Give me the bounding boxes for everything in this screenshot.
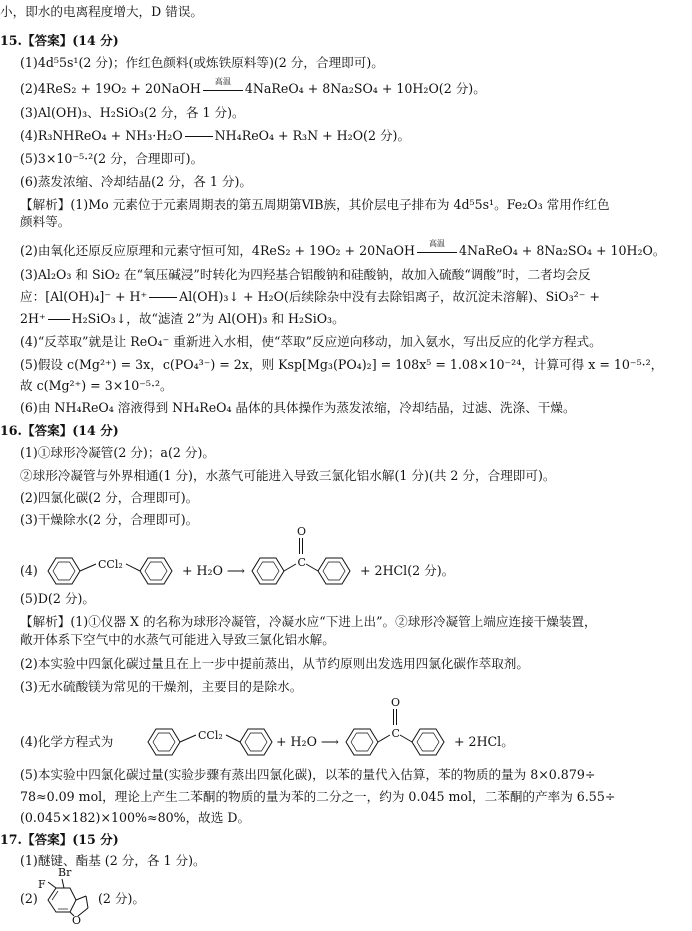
ccl2-label: CCl₂: [98, 558, 123, 571]
benzene-ring-icon: [148, 729, 180, 755]
ccl2-label: CCl₂: [198, 729, 223, 742]
q16-explain-5b: 78≈0.09 mol，理论上产生二苯酮的物质的量为苯的二分之一，约为 0.045 mol，二苯酮的产率为 6.55÷: [20, 789, 616, 804]
q16-explain-1b: 敞开体系下空气中的水蒸气可能进入导致三氯化铝水解。: [20, 632, 335, 647]
equals-line: [48, 319, 70, 320]
benzene-ring-icon: [318, 558, 350, 584]
q17-a2-score: (2 分)。: [98, 891, 146, 906]
q15-heading: 15.【答案】(14 分): [0, 33, 119, 48]
q17-answer-1: (1)醚键、酯基 (2 分，各 1 分)。: [20, 853, 206, 868]
q15-explain-6: (6)由 NH₄ReO₄ 溶液得到 NH₄ReO₄ 晶体的具体操作为蒸发浓缩，冷却结晶，过滤、洗涤、干燥。: [20, 400, 576, 415]
q16-answer-1a: (1)①球形冷凝管(2 分)；a(2 分)。: [20, 445, 215, 460]
q15-answer-3: (3)Al(OH)₃、H₂SiO₃(2 分，各 1 分)。: [20, 105, 245, 120]
q16-a4-label: (4): [20, 563, 38, 578]
q15-e2-reactants: (2)由氧化还原反应原理和元素守恒可知，4ReS₂ + 19O₂ + 20NaOH: [20, 243, 415, 258]
benzofuran-icon: [48, 879, 88, 916]
q16-e4-reactant: [140, 707, 280, 759]
oxygen-label: O: [72, 914, 82, 927]
q16-answer-3: (3)干燥除水(2 分，合理即可)。: [20, 512, 199, 527]
q15-explain-5a: (5)假设 c(Mg²⁺) = 3x，c(PO₄³⁻) = 2x，则 Ksp[Mg₃(PO₄)₂] = 108x⁵ = 1.08×10⁻²⁴，计算可得 x = 10⁻⁵·²，: [20, 357, 664, 372]
q15-a4-products: NH₄ReO₄ + R₃N + H₂O(2 分)。: [214, 128, 411, 143]
q15-answer-1: (1)4d⁵5s¹(2 分)；作红色颜料(或炼铁原料等)(2 分，合理即可)。: [20, 55, 384, 70]
q15-a2-products: 4NaReO₄ + 8Na₂SO₄ + 10H₂O(2 分)。: [244, 81, 486, 96]
q15-a2-reactants: (2)4ReS₂ + 19O₂ + 20NaOH: [20, 81, 201, 96]
benzophenone-structure: [248, 524, 358, 586]
q15-e3b-left: 应：[Al(OH)₄]⁻ + H⁺: [20, 289, 148, 304]
q15-explain-3b: [20, 289, 600, 305]
q16-explain-5c: (0.045×182)×100%≈80%，故选 D。: [20, 810, 251, 825]
q15-a4-reactants: (4)R₃NHReO₄ + NH₃·H₂O: [20, 128, 183, 143]
equals-line: [185, 136, 213, 137]
benzene-ring-icon: [48, 558, 80, 584]
q15-answer-5: (5)3×10⁻⁵·²(2 分，合理即可)。: [20, 151, 204, 166]
benzene-ring-icon: [252, 558, 284, 584]
oxygen-label: O: [297, 525, 307, 538]
reaction-arrow: [201, 76, 245, 97]
q16-e4-products: + 2HCl。: [454, 734, 514, 749]
q15-e3c-right: H₂SiO₃↓，故“滤渣 2”为 Al(OH)₃ 和 H₂SiO₃。: [71, 311, 345, 326]
q15-explain-1b: 颜料等。: [20, 214, 71, 229]
q16-answer-5: (5)D(2 分)。: [20, 591, 95, 606]
condition-label: 高温: [428, 238, 445, 248]
q17-a2-label: (2): [20, 891, 38, 906]
q15-explain-4: (4)“反萃取”就是让 ReO₄⁻ 重新进入水相，使“萃取”反应逆向移动，加入氨水，写出反应的化学方程式。: [20, 334, 602, 349]
q15-explain-3a: (3)Al₂O₃ 和 SiO₂ 在“氧压碱浸”时转化为四羟基合铝酸钠和硅酸钠，故加入硫酸“调酸”时，二者均会反: [20, 267, 591, 282]
q16-answer-2: (2)四氯化碳(2 分，合理即可)。: [20, 490, 199, 505]
q16-a4-water: + H₂O ⟶: [182, 563, 245, 578]
benzene-ring-icon: [412, 729, 444, 755]
carbon-label: C: [391, 727, 400, 740]
bromine-label: Br: [58, 866, 72, 879]
condition-label: 高温: [214, 76, 231, 86]
q15-answer-6: (6)蒸发浓缩、冷却结晶(2 分，各 1 分)。: [20, 174, 253, 189]
q15-explain-5b: 故 c(Mg²⁺) = 3×10⁻⁵·²。: [20, 378, 173, 393]
q15-answer-4: [20, 128, 410, 144]
q16-e4-water: + H₂O ⟶: [276, 734, 339, 749]
q15-explain-1a: 【解析】(1)Mo 元素位于元素周期表的第五周期第ⅥB族，其价层电子排布为 4d⁵5s¹。Fe₂O₃ 常用作红色: [20, 197, 610, 212]
benzene-ring-icon: [346, 729, 378, 755]
q15-explain-3c: [20, 311, 345, 327]
q17-heading: 17.【答案】(15 分): [0, 832, 119, 847]
benzophenone-structure: [342, 695, 452, 757]
q15-e2-products: 4NaReO₄ + 8Na₂SO₄ + 10H₂O。: [458, 243, 666, 258]
benzene-ring-icon: [140, 558, 172, 584]
q16-heading: 16.【答案】(14 分): [0, 423, 119, 438]
equals-line: [149, 297, 177, 298]
q16-explain-3: (3)无水硫酸镁为常见的干燥剂，主要目的是除水。: [20, 679, 303, 694]
q16-explain-5a: (5)本实验中四氯化碳过量(实验步骤有蒸出四氯化碳)，以苯的量代入估算，苯的物质的量为 8×0.879÷: [20, 767, 596, 782]
q16-e4-label: (4)化学方程式为: [20, 734, 114, 749]
q15-explain-2: [20, 238, 666, 259]
carbon-label: C: [297, 556, 306, 569]
carryover-line: 小，即水的电离程度增大，D 错误。: [0, 4, 204, 19]
q15-e3b-right: Al(OH)₃↓ + H₂O(后续除杂中没有去除铝离子，故沉淀未溶解)、SiO₃²⁻ +: [179, 289, 600, 304]
fluorine-label: F: [38, 878, 46, 891]
q16-answer-1b: ②球形冷凝管与外界相通(1 分)，水蒸气可能进入导致三氯化铝水解(1 分)(共 2 分，合理即可)。: [20, 468, 556, 483]
q15-answer-2: [20, 76, 486, 97]
q16-explain-1a: 【解析】(1)①仪器 X 的名称为球形冷凝管，冷凝水应“下进上出”。②球形冷凝管上端应连接干燥装置，: [20, 614, 597, 629]
q16-a4-products: + 2HCl(2 分)。: [360, 563, 455, 578]
q17-structure: [38, 866, 98, 930]
q15-e3c-left: 2H⁺: [20, 311, 46, 326]
oxygen-label: O: [391, 696, 401, 709]
q16-explain-2: (2)本实验中四氯化碳过量且在上一步中提前蒸出，从节约原则出发选用四氯化碳作萃取剂。: [20, 656, 529, 671]
benzene-ring-icon: [240, 729, 272, 755]
reaction-arrow: [415, 238, 459, 259]
